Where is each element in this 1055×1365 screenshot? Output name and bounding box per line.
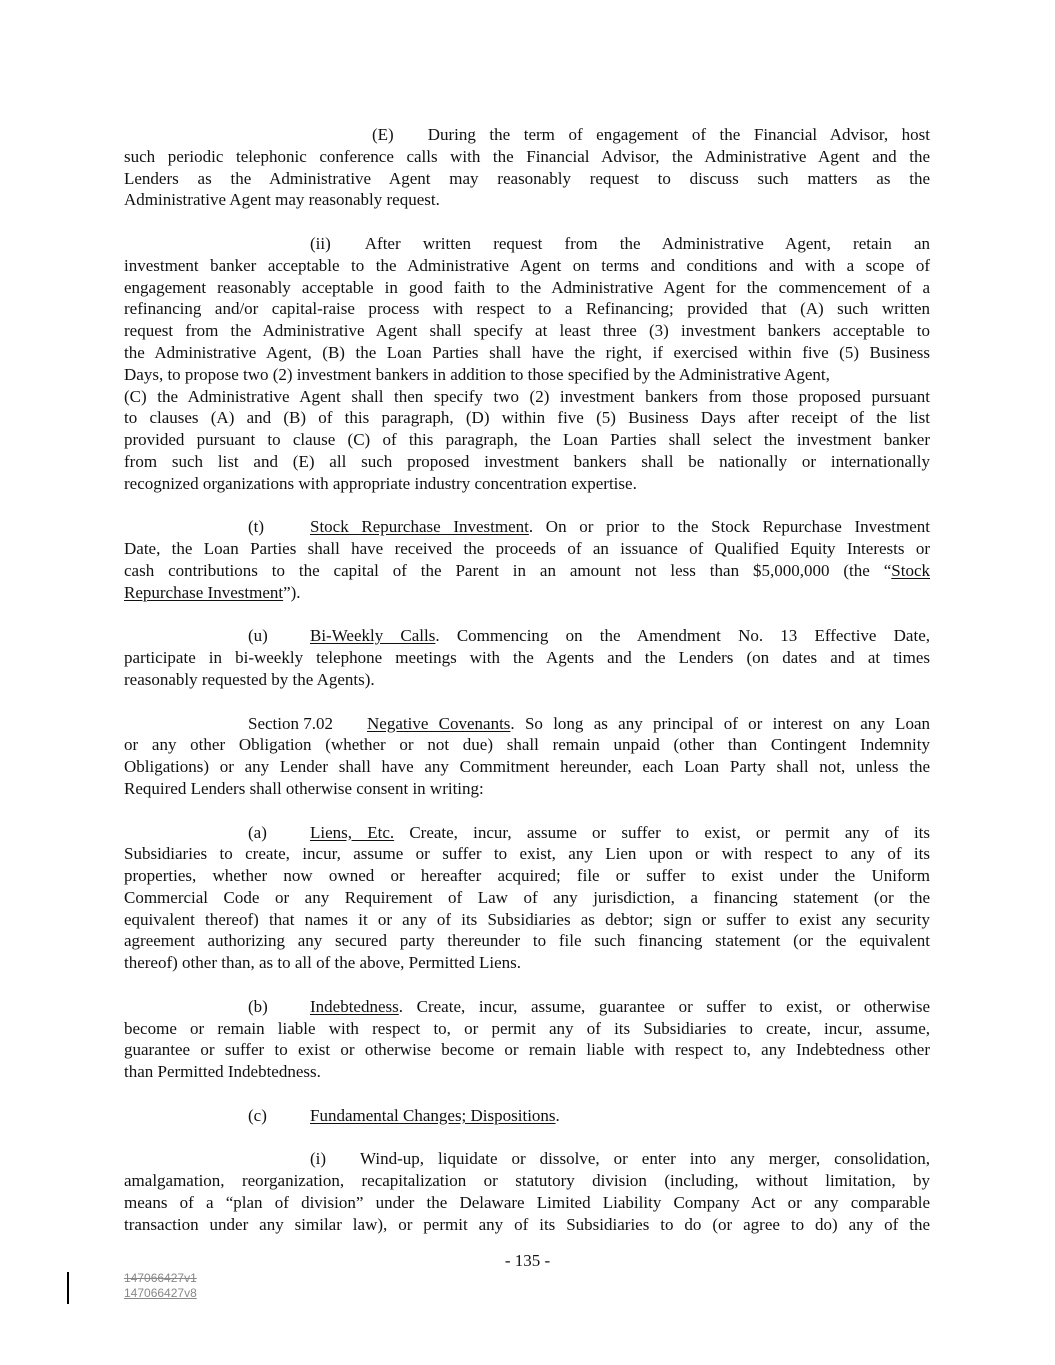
clause-label: (u) — [248, 626, 268, 646]
change-bar — [67, 1272, 69, 1304]
text-line: provided pursuant to clause (C) of this paragraph, the Loan Parties shall select the investment banker — [124, 430, 930, 450]
text-run: . So long as any principal of or interest on any Loan — [510, 713, 930, 733]
text-line: refinancing and/or capital-raise process with respect to a Refinancing; provided that (A) such written — [124, 299, 930, 319]
text-line: the Administrative Agent, (B) the Loan Parties shall have the right, if exercised within five (5) Business — [124, 342, 930, 362]
text-line: (i) Wind-up, liquidate or dissolve, or enter into any merger, consolidation, — [310, 1149, 930, 1169]
text-line: engagement reasonably acceptable in good faith to the Administrative Agent for the commencement of a — [124, 277, 930, 297]
text-line — [124, 516, 930, 538]
paragraph-c — [124, 1105, 930, 1127]
paragraph-b — [124, 996, 930, 1083]
text-line — [124, 560, 930, 582]
text-line — [124, 582, 930, 604]
text-run — [310, 516, 930, 538]
text-run: . On or prior to the Stock Repurchase Investment — [528, 517, 930, 537]
text-line: to clauses (A) and (B) of this paragraph, (D) within five (5) Business Days after receipt of the list — [124, 408, 930, 428]
defined-term: Repurchase Investment — [124, 582, 284, 602]
section-7-02 — [124, 713, 930, 800]
paragraph-a — [124, 822, 930, 975]
text-line — [124, 996, 930, 1018]
text-line: than Permitted Indebtedness. — [124, 1062, 321, 1082]
text-line: Obligations) or any Lender shall have any Commitment hereunder, each Loan Party shall not, unless the — [124, 757, 930, 777]
text-line: request from the Administrative Agent shall specify at least three (3) investment bankers acceptable to — [124, 321, 930, 341]
paragraph-t — [124, 516, 930, 603]
text-run: . — [555, 1105, 560, 1125]
document-id-old: 147066427v1 — [124, 1271, 197, 1285]
text-line: Required Lenders shall otherwise consent in writing: — [124, 778, 484, 798]
text-line: become or remain liable with respect to, or permit any of its Subsidiaries to create, incur, assume, — [124, 1018, 930, 1038]
clause-heading: Liens, Etc. — [310, 822, 395, 842]
text-line: transaction under any similar law), or permit any of its Subsidiaries to do (or agree to do) any of the — [124, 1214, 930, 1234]
section-heading: Negative Covenants — [367, 713, 511, 733]
text-line: properties, whether now owned or hereafter acquired; file or suffer to exist under the Uniform — [124, 866, 930, 886]
text-line: Date, the Loan Parties shall have received the proceeds of an issuance of Qualified Equity Interests or — [124, 539, 930, 559]
text-line: recognized organizations with appropriate industry concentration expertise. — [124, 473, 637, 493]
text-line — [124, 713, 930, 735]
text-line: or any other Obligation (whether or not due) shall remain unpaid (other than Contingent Indemnity — [124, 735, 930, 755]
clause-label: (c) — [248, 1105, 267, 1125]
text-line: from such list and (E) all such proposed investment bankers shall be nationally or internationally — [124, 451, 930, 471]
text-line: such periodic telephonic conference calls with the Financial Advisor, the Administrative Agent and the — [124, 146, 930, 166]
text-line — [124, 1105, 930, 1127]
text-line: Days, to propose two (2) investment bankers in addition to those specified by the Administrative Agent, — [124, 364, 830, 384]
paragraph-ii — [124, 233, 930, 495]
document-id-new: 147066427v8 — [124, 1286, 197, 1300]
text-line: reasonably requested by the Agents). — [124, 669, 375, 689]
document-id — [124, 1271, 197, 1301]
section-label: Section 7.02 — [248, 713, 333, 733]
paragraph-u — [124, 625, 930, 690]
text-run: Create, incur, assume or suffer to exist, or permit any of its — [394, 822, 931, 842]
clause-heading: Indebtedness — [310, 996, 399, 1016]
text-line: Lenders as the Administrative Agent may reasonably request to discuss such matters as the — [124, 168, 930, 188]
clause-label: (t) — [248, 517, 265, 537]
clause-label: (b) — [248, 996, 268, 1016]
text-line: thereof) other than, as to all of the above, Permitted Liens. — [124, 953, 522, 973]
clause-label: (a) — [248, 822, 267, 842]
text-line: (ii) After written request from the Administrative Agent, retain an — [310, 233, 930, 253]
paragraph-e — [124, 124, 930, 211]
text-line: participate in bi-weekly telephone meetings with the Agents and the Lenders (on dates and at times — [124, 648, 930, 668]
text-line — [124, 625, 930, 647]
text-line: investment banker acceptable to the Administrative Agent on terms and conditions and with a scope of — [124, 255, 930, 275]
text-line: Administrative Agent may reasonably request. — [124, 190, 440, 210]
text-line: (E) During the term of engagement of the Financial Advisor, host — [372, 125, 930, 144]
text-line: guarantee or suffer to exist or otherwise become or remain liable with respect to, any Indebtedness other — [124, 1040, 930, 1060]
document-body — [124, 124, 930, 1257]
clause-heading: Bi-Weekly Calls — [310, 626, 436, 646]
text-line: means of a “plan of division” under the Delaware Limited Liability Company Act or any comparable — [124, 1193, 930, 1213]
text-line: (C) the Administrative Agent shall then specify two (2) investment bankers from those proposed pursuant — [124, 386, 930, 406]
clause-heading: Stock Repurchase Investment — [310, 517, 529, 537]
text-line: Commercial Code or any Requirement of Law of any jurisdiction, a financing statement (or the — [124, 887, 930, 907]
paragraph-c-i — [124, 1148, 930, 1235]
page-number: - 135 - — [504, 1251, 551, 1270]
text-line — [124, 822, 930, 844]
text-run — [310, 996, 930, 1018]
text-line: agreement authorizing any secured party thereunder to file such financing statement (or the equivalent — [124, 931, 930, 951]
text-run — [310, 625, 930, 647]
text-run — [310, 822, 930, 844]
defined-term: Stock — [891, 560, 930, 580]
clause-heading: Fundamental Changes; Dispositions — [310, 1105, 556, 1125]
text-run: . Create, incur, assume, guarantee or suffer to exist, or otherwise — [398, 996, 930, 1016]
text-run: cash contributions to the capital of the Parent in an amount not less than $5,000,000 (the “ — [124, 560, 892, 580]
text-run — [367, 713, 930, 735]
text-line: amalgamation, reorganization, recapitalization or statutory division (including, without limitation, by — [124, 1171, 930, 1191]
text-run: ”). — [283, 582, 301, 602]
text-line: equivalent thereof) that names it or any of its Subsidiaries as debtor; sign or suffer to exist any security — [124, 909, 930, 929]
text-line: Subsidiaries to create, incur, assume or suffer to exist, any Lien upon or with respect to any of its — [124, 844, 930, 864]
text-run: . Commencing on the Amendment No. 13 Effective Date, — [435, 626, 930, 646]
